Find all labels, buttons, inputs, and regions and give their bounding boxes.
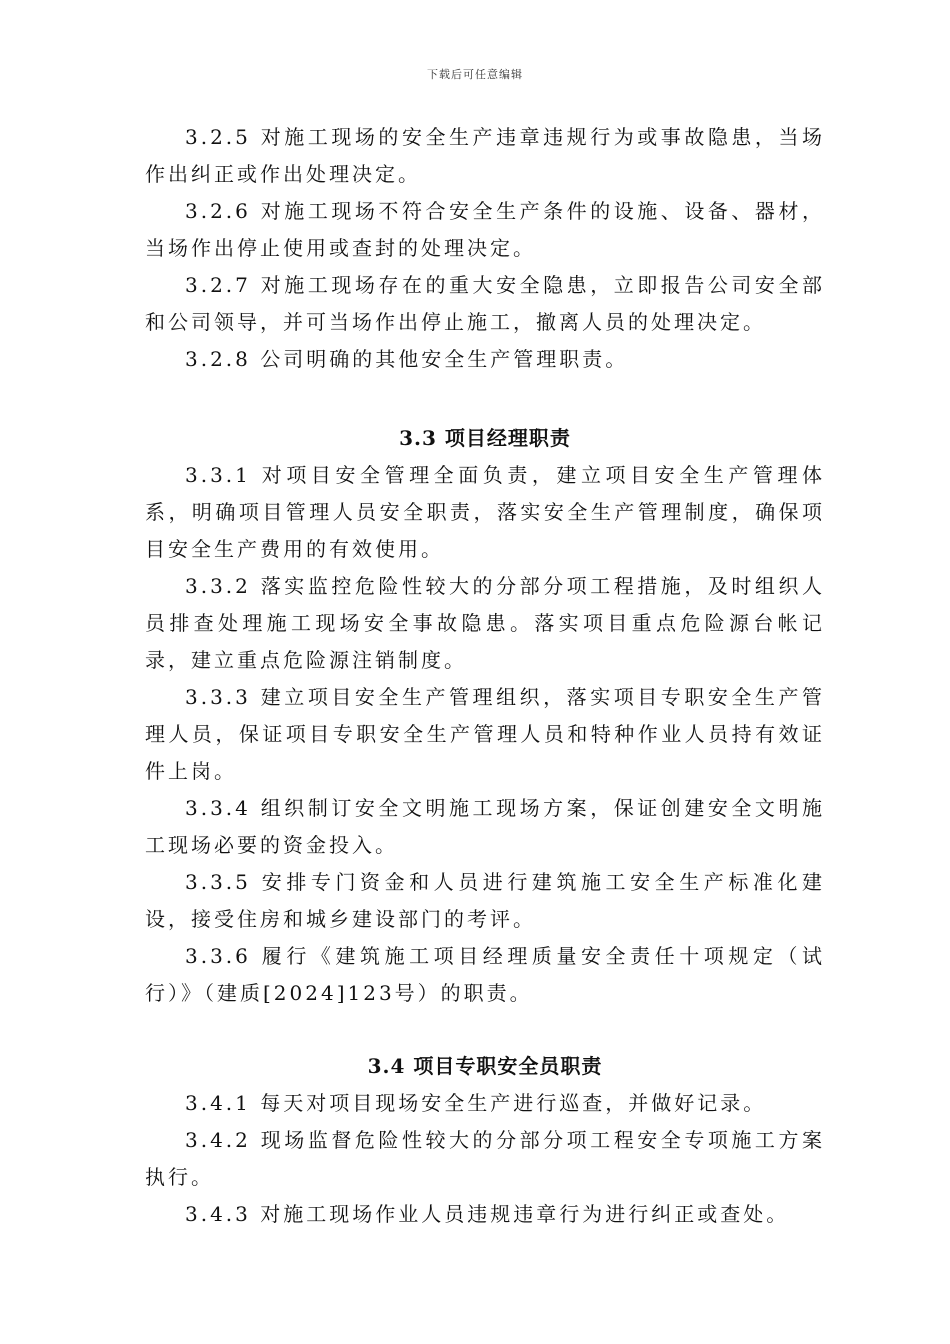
paragraph-3-3-5: 3.3.5 安排专门资金和人员进行建筑施工安全生产标准化建设，接受住房和城乡建设部门的考评。	[145, 870, 825, 931]
paragraph-3-2-7: 3.2.7 对施工现场存在的重大安全隐患，立即报告公司安全部和公司领导，并可当场作出停止施工，撤离人员的处理决定。	[145, 273, 825, 334]
paragraph-3-4-1: 3.4.1 每天对项目现场安全生产进行巡查，并做好记录。	[185, 1091, 767, 1115]
paragraph-3-4-3: 3.4.3 对施工现场作业人员违规违章行为进行纠正或查处。	[185, 1202, 790, 1226]
section-heading-3-4: 3.4 项目专职安全员职责	[367, 1054, 603, 1078]
paragraph-3-2-5: 3.2.5 对施工现场的安全生产违章违规行为或事故隐患，当场作出纠正或作出处理决定。	[145, 125, 825, 186]
paragraph-3-4-2: 3.4.2 现场监督危险性较大的分部分项工程安全专项施工方案执行。	[145, 1128, 825, 1189]
document-body	[145, 119, 825, 1233]
paragraph-3-3-3: 3.3.3 建立项目安全生产管理组织，落实项目专职安全生产管理人员，保证项目专职安全生产管理人员和特种作业人员持有效证件上岗。	[145, 685, 825, 783]
paragraph-3-3-6: 3.3.6 履行《建筑施工项目经理质量安全责任十项规定（试行）》（建质[2024]123号）的职责。	[145, 944, 825, 1005]
paragraph-3-2-6: 3.2.6 对施工现场不符合安全生产条件的设施、设备、器材，当场作出停止使用或查封的处理决定。	[145, 199, 825, 260]
section-heading-3-3: 3.3 项目经理职责	[399, 426, 571, 450]
paragraph-3-2-8: 3.2.8 公司明确的其他安全生产管理职责。	[185, 347, 629, 371]
paragraph-3-3-4: 3.3.4 组织制订安全文明施工现场方案，保证创建安全文明施工现场必要的资金投入。	[145, 796, 825, 857]
spacer	[145, 1012, 825, 1048]
paragraph-3-3-2: 3.3.2 落实监控危险性较大的分部分项工程措施，及时组织人员排查处理施工现场安全事故隐患。落实项目重点危险源台帐记录，建立重点危险源注销制度。	[145, 574, 825, 672]
header-note: 下载后可任意编辑	[427, 68, 523, 81]
spacer	[145, 378, 825, 420]
paragraph-3-3-1: 3.3.1 对项目安全管理全面负责，建立项目安全生产管理体系，明确项目管理人员安全职责，落实安全生产管理制度，确保项目安全生产费用的有效使用。	[145, 463, 825, 561]
